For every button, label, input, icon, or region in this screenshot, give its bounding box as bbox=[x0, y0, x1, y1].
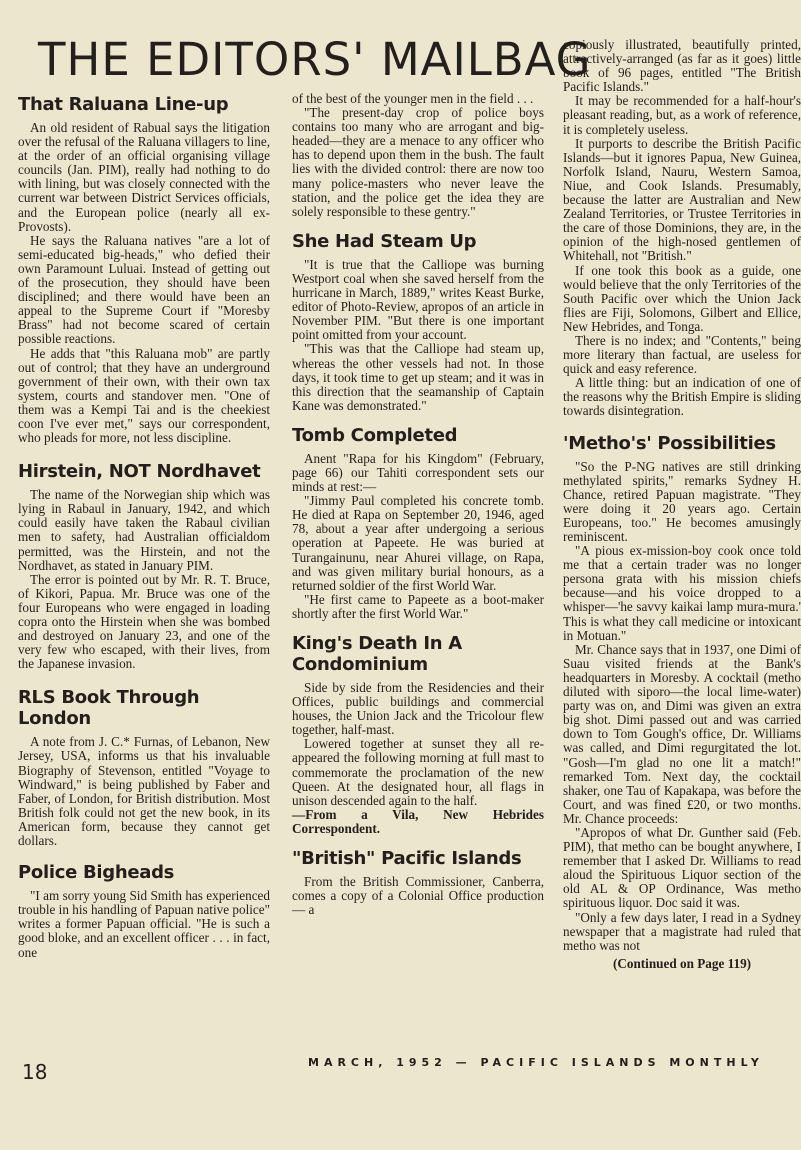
paragraph: If one took this book as a guide, one would believe that the only Territories of the South Pacific over which the Union Jack flies are Fiji, Solomons, Gilbert and Ellice, New Hebrides, and Tonga. bbox=[563, 262, 801, 334]
paragraph: A note from J. C.* Furnas, of Lebanon, New Jersey, USA, informs us that his invaluable Biography of Stevenson, entitled "Voyage to Windward," is being published by Faber and Faber, of London, for British distribution. Most British folk could not get the new book, in its American form, because they cannot get dollars. bbox=[18, 734, 270, 849]
paragraph: He adds that "this Raluana mob" are partly out of control; that they have an underground government of their own, with their own tax system, courts and standover men. "One of them was a Kempi Tai and is the cheekiest coon I've ever met," says our correspondent, who pleads for more, not less discipline. bbox=[18, 345, 270, 446]
paragraph: Lowered together at sunset they all re-appeared the following morning at full mast to commemorate the proclamation of the new Queen. At the designated hour, all flags in unison descended again to the half. bbox=[292, 736, 544, 808]
heading-raluana: That Raluana Line-up bbox=[18, 94, 229, 115]
heading-rls: RLS Book Through London bbox=[18, 687, 200, 730]
heading-metho: 'Metho's' Possibilities bbox=[563, 432, 776, 454]
paragraph: The name of the Norwegian ship which was lying in Rabaul in January, 1942, and which could easily have taken the Rabaul civilian men to safety, had Australian officialdom permitted, was the Hirstein, and not the Nordhavet, as stated in January PIM. bbox=[18, 487, 270, 573]
continued-note: (Continued on Page 119) bbox=[612, 955, 752, 971]
byline: —From a Vila, New Hebrides Correspondent. bbox=[292, 806, 544, 836]
heading-kings-death: King's Death In A Condominium bbox=[292, 633, 462, 675]
paragraph: The error is pointed out by Mr. R. T. Bruce, of Kikori, Papua. Mr. Bruce was one of the four Europeans who were engaged in loading copra onto the Hirstein when she was bombed and destroyed on January 23, and one of the very few who escaped, with their lives, from the Japanese invasion. bbox=[18, 571, 270, 672]
paragraph: "It is true that the Calliope was burning Westport coal when she saved herself from the hurricane in March, 1889," writes Keast Burke, editor of Photo-Review, apropos of an article in November PIM. "But there is one important point omitted from your account. bbox=[292, 256, 544, 343]
paragraph: He says the Raluana natives "are a lot of semi-educated big-heads," who defied their own Paramount Luluai. Instead of getting out of the prosecution, they should have been disciplined; and there would have been an appeal to the Supreme Court if "Moresby Brass" had not become scared of certain possible reactions. bbox=[18, 232, 270, 347]
paragraph: "Jimmy Paul completed his concrete tomb. He died at Rapa on September 20, 1946, aged 78, about a year after undergoing a serious operation at Papeete. He was buried at Turangainunu, near Ahurei village, on Rapa, and was given military burial honours, as a returned soldier of the first World War. bbox=[292, 493, 544, 593]
column-3 bbox=[563, 38, 801, 1048]
paragraph: It may be recommended for a half-hour's pleasant reading, but, as a work of reference, it is completely useless. bbox=[563, 93, 801, 137]
masthead-title: THE EDITORS' MAILBAG bbox=[38, 33, 592, 86]
paragraph: "The present-day crop of police boys contains too many who are arrogant and big-headed—they are a menace to any officer who has to depend upon them in the bush. The fault lies with the divided control: there are now too many police-masters who never leave the station, and the police get the idea they are solely responsible to these gentry." bbox=[292, 105, 544, 219]
paragraph: An old resident of Rabual says the litigation over the refusal of the Raluana villagers to line, at the order of an official organising village councils (Jan. PIM), really had nothing to do with lining, but was closely connected with the current war between District Services officials, and the European police (nearly all ex-Provosts). bbox=[18, 120, 270, 234]
column-1 bbox=[18, 94, 270, 960]
paragraph: There is no index; and "Contents," being more literary than factual, are useless for quick and easy reference. bbox=[563, 332, 801, 377]
issue-line: MARCH, 1952 — PACIFIC ISLANDS MONTHLY bbox=[308, 1056, 764, 1069]
heading-tomb: Tomb Completed bbox=[292, 424, 458, 446]
paragraph: It purports to describe the British Pacific Islands—but it ignores Papua, New Guinea, Norfolk Island, Nauru, Western Samoa, Niue, and Cook Islands. Presumably, because the latter are Australian and New Zealand Territories, or Trustee Territories in the care of those Dominions, they are, in the opinion of the high-nosed gentlemen of Whitehall, not "British." bbox=[563, 135, 801, 264]
paragraph: "I am sorry young Sid Smith has experienced trouble in his handling of Papuan native police" writes a former Papuan official. "He is such a good bloke, and an excellent officer . . . in fact, one bbox=[18, 888, 270, 960]
heading-british: "British" Pacific Islands bbox=[292, 848, 522, 870]
paragraph: From the British Commissioner, Canberra, comes a copy of a Colonial Office production — a bbox=[292, 874, 544, 918]
heading-hirstein: Hirstein, NOT Nordhavet bbox=[18, 461, 261, 483]
heading-steam: She Had Steam Up bbox=[292, 230, 477, 252]
paragraph: "He first came to Papeete as a boot-maker shortly after the first World War." bbox=[292, 591, 544, 621]
paragraph: "So the P-NG natives are still drinking methylated spirits," remarks Sydney H. Chance, retired Papuan magistrate. "They were doing it 20 years ago. Certain Europeans, too." He becomes amusingly reminiscent. bbox=[563, 458, 801, 544]
paragraph: "Apropos of what Dr. Gunther said (Feb. PIM), that metho can be bought anywhere, I remember that I asked Dr. Williams to read aloud the Spirituous Liquor section of the old AL & OP Ordinance, Was metho spirituous liquor. Doc said it was. bbox=[563, 824, 801, 911]
page-number: 18 bbox=[22, 1060, 48, 1084]
paragraph: of the best of the younger men in the field . . . bbox=[292, 91, 534, 106]
paragraph: Mr. Chance says that in 1937, one Dimi of Suau visited friends at the Bank's headquarters in Moresby. A cocktail (metho diluted with siporo—the local lime-water) party was on, and Dimi was given an extra big shot. Dimi passed out and was carried down to Tom Gough's office, Dr. Williams was called, and Dimi regurgitated the lot. "Gosh—I'm glad no one lit a match!" remarked Tom. Next day, the cocktail shaker, one Tau of Kapakapa, was before the Court, and was fined £20, or two months. Mr. Chance proceeds: bbox=[563, 641, 801, 826]
paragraph: A little thing: but an indication of one of the reasons why the British Empire is sliding towards disintegration. bbox=[563, 375, 801, 419]
paragraph: Side by side from the Residencies and their Offices, public buildings and commercial houses, the Union Jack and the Tricolour flew together, half-mast. bbox=[292, 680, 544, 738]
paragraph: copiously illustrated, beautifully printed, attractively-arranged (as far as it goes) little book of 96 pages, entitled "The British Pacific Islands." bbox=[563, 38, 801, 95]
column-2 bbox=[292, 92, 544, 917]
paragraph: "This was that the Calliope had steam up, whereas the other vessels had not. In those days, it took time to get up steam; and it was in this direction that the seamanship of Captain Kane was demonstrated." bbox=[292, 341, 544, 413]
paragraph: "A pious ex-mission-boy cook once told me that a certain trader was no longer persona grata with his mission chiefs because—and his voice dropped to a whisper—'he savvy kaikai lamp mura-mura.' This is what they call medicine or intoxicant in Motuan." bbox=[563, 543, 801, 643]
paragraph: "Only a few days later, I read in a Sydney newspaper that a magistrate had ruled that metho was not bbox=[563, 909, 801, 953]
heading-police: Police Bigheads bbox=[18, 862, 175, 884]
paragraph: Anent "Rapa for his Kingdom" (February, page 66) our Tahiti correspondent sets our minds at rest:— bbox=[292, 450, 544, 495]
